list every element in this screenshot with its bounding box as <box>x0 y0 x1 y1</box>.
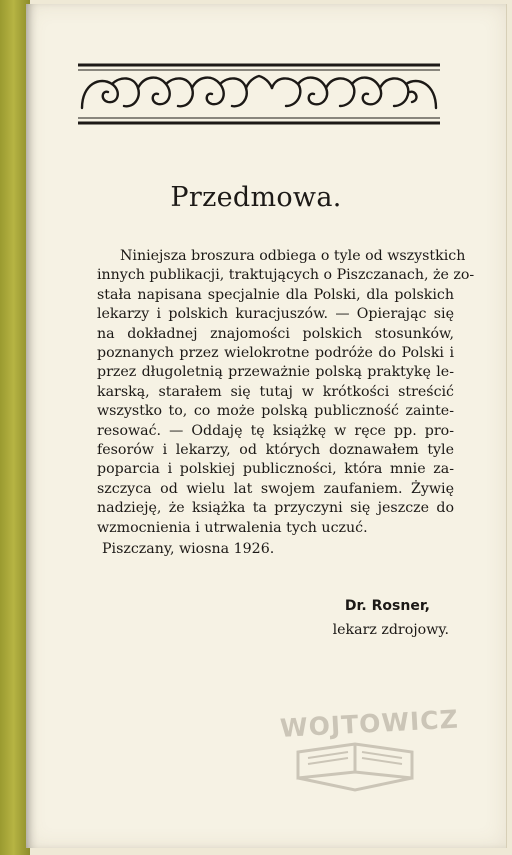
watermark-stamp <box>279 694 460 794</box>
paragraph-line: wszystko to, co może polską publiczność zainte- <box>97 403 454 420</box>
paragraph-line: resować. — Oddaję tę książkę w ręce pp. pro- <box>97 422 454 439</box>
paragraph-line: fesorów i lekarzy, od których doznawałem tyle <box>97 442 454 459</box>
decorative-border-ornament <box>78 62 440 126</box>
paragraph-line: karską, starałem się tutaj w krótkości streścić <box>97 383 454 400</box>
page-title: Przedmowa. <box>170 182 342 213</box>
paragraph-line: nadzieję, że książka ta przyczyni się jeszcze do <box>97 500 454 517</box>
signer-role: lekarz zdrojowy. <box>332 622 449 638</box>
paragraph-line: wzmocnienia i utrwalenia tych uczuć. <box>97 519 368 536</box>
paragraph-line: Niniejsza broszura odbiega o tyle od wszystkich <box>120 248 466 264</box>
paragraph-line: poznanych przez wielokrotne podróże do Polski i <box>97 345 454 362</box>
paragraph-line: stała napisana specjalnie dla Polski, dla polskich <box>97 286 454 303</box>
preface-paragraph <box>97 247 475 538</box>
paragraph-line: szczyca od wielu lat swojem zaufaniem. Żywię <box>97 480 454 497</box>
paragraph-line: poparcia i polskiej publiczności, która mnie za- <box>97 461 454 478</box>
paragraph-line: na dokładnej znajomości polskich stosunków, <box>97 325 454 342</box>
paragraph-line: przez długoletnią przeważnie polską praktykę le- <box>97 364 454 381</box>
paragraph-line: lekarzy i polskich kuracjuszów. — Opierając się <box>97 306 454 323</box>
signer-name: Dr. Rosner, <box>344 598 430 614</box>
paragraph-line: innych publikacji, traktujących o Piszczanach, że zo- <box>97 267 475 284</box>
dateline: Piszczany, wiosna 1926. <box>102 541 275 557</box>
watermark-text: WOJTOWICZ <box>279 704 460 743</box>
